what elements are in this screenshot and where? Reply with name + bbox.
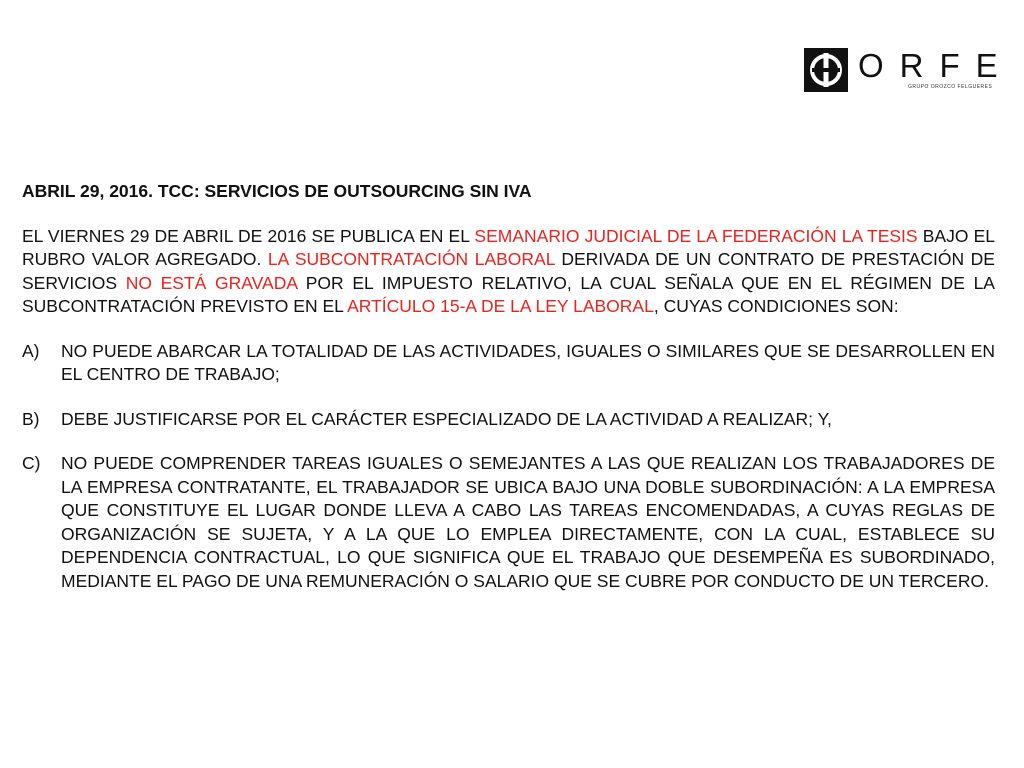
list-marker: A) <box>22 340 40 361</box>
paragraph-text: EL VIERNES 29 DE ABRIL DE 2016 SE PUBLICA EN EL <box>22 225 475 246</box>
paragraph-text: , CUYAS CONDICIONES SON: <box>653 296 899 316</box>
list-marker: B) <box>22 408 40 429</box>
paragraph-highlight: SEMANARIO JUDICIAL DE LA FEDERACIÓN LA TESIS <box>474 225 918 246</box>
list-item-text: NO PUEDE ABARCAR LA TOTALIDAD DE LAS ACTIVIDADES, IGUALES O SIMILARES QUE SE DESARROLLEN EN EL CENTRO DE TRABAJO; <box>61 340 995 384</box>
document-content <box>22 180 995 614</box>
document-title: ABRIL 29, 2016. TCC: SERVICIOS DE OUTSOURCING SIN IVA <box>22 181 532 201</box>
list-item-text: NO PUEDE COMPRENDER TAREAS IGUALES O SEMEJANTES A LAS QUE REALIZAN LOS TRABAJADORES DE LA EMPRESA CONTRATANTE, EL TRABAJADOR SE UBICA BAJO UNA DOBLE SUBORDINACIÓN: A LA EMPRESA QUE CONSTITUYE EL LUGAR DONDE LLEVA A CABO LAS TAREAS ENCOMENDADAS, A CUYAS REGLAS DE ORGANIZACIÓN SE SUJETA, Y A LA QUE LO EMPLEA DIRECTAMENTE, CON LA CUAL, ESTABLECE SU DEPENDENCIA CONTRACTUAL, LO QUE SIGNIFICA QUE EL TRABAJO QUE DESEMPEÑA ES SUBORDINADO, MEDIANTE EL PAGO DE UNA REMUNERACIÓN O SALARIO QUE SE CUBRE POR CONDUCTO DE UN TERCERO. <box>61 453 995 591</box>
orfe-logo <box>804 46 1014 94</box>
list-item-text: DEBE JUSTIFICARSE POR EL CARÁCTER ESPECIALIZADO DE LA ACTIVIDAD A REALIZAR; Y, <box>61 408 832 429</box>
list-item-c <box>22 452 995 593</box>
paragraph-highlight: ARTÍCULO 15-A DE LA LEY LABORAL <box>347 296 654 316</box>
list-marker: C) <box>22 453 41 473</box>
paragraph-highlight: LA SUBCONTRATACIÓN LABORAL <box>267 249 555 269</box>
intro-paragraph <box>22 225 995 319</box>
logo-subtitle: GRUPO OROZCO FELGUERES <box>908 84 993 90</box>
paragraph-text: POR EL IMPUESTO RELATIVO, LA CUAL SEÑALA QUE EN EL RÉGIMEN DE LA SUBCONTRATACIÓN PREVISTO EN EL <box>22 272 995 316</box>
list-item-b <box>22 408 995 432</box>
paragraph-text: DERIVADA DE UN CONTRATO DE PRESTACIÓN DE SERVICIOS <box>22 249 995 293</box>
logo-wordmark: ORFE <box>858 47 1014 84</box>
paragraph-text: BAJO EL RUBRO VALOR AGREGADO. <box>22 225 995 269</box>
paragraph-highlight: NO ESTÁ GRAVADA <box>125 272 298 293</box>
list-item-a <box>22 340 995 387</box>
orfe-logo-icon <box>804 48 848 92</box>
